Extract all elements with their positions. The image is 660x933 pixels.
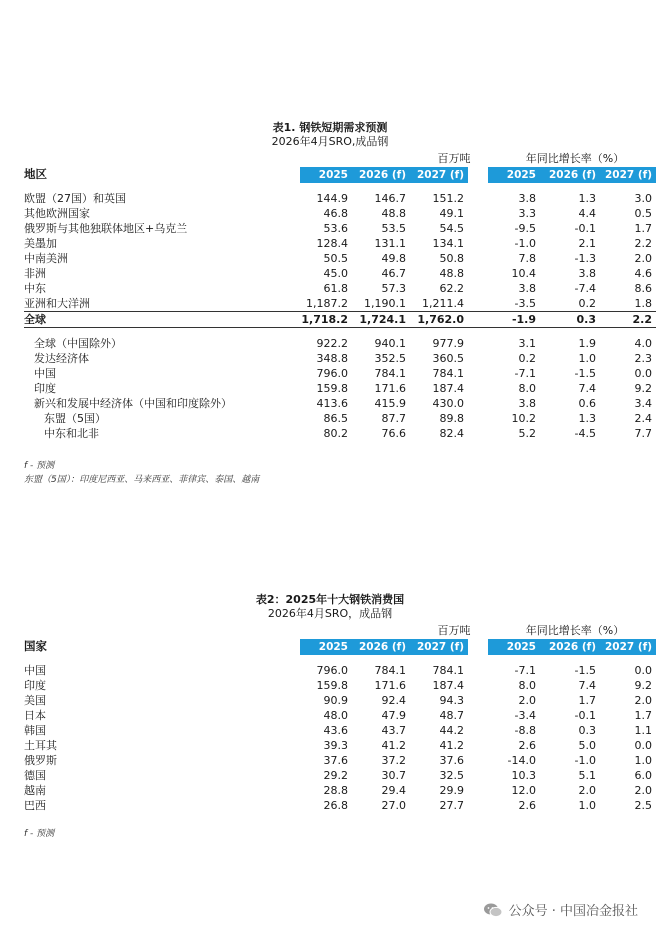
table1-unit-label: 百万吨: [437, 152, 471, 165]
table1-title: 表1. 钢铁短期需求预测: [272, 121, 388, 134]
value-cell: 90.9: [323, 694, 348, 707]
value-cell: 1,187.2: [306, 297, 348, 310]
value-cell: 922.2: [316, 337, 348, 350]
value-cell: 413.6: [316, 397, 348, 410]
spacer-cell: [468, 663, 488, 678]
row-label: 发达经济体: [34, 352, 89, 365]
value-cell: 159.8: [316, 679, 348, 692]
spacer-cell: [24, 655, 656, 663]
value-cell: 2.2: [634, 237, 652, 250]
table1-col-0: 2025: [300, 167, 352, 183]
value-cell: 48.7: [439, 709, 464, 722]
value-cell: -0.1: [574, 709, 596, 722]
value-cell: 8.0: [518, 382, 536, 395]
watermark: [483, 900, 638, 919]
row-label: 俄罗斯与其他独联体地区+乌克兰: [24, 222, 188, 235]
row-label: 亚洲和大洋洲: [24, 297, 90, 310]
value-cell: 1.7: [634, 222, 652, 235]
value-cell: -1.5: [574, 367, 596, 380]
value-cell: 2.2: [600, 312, 656, 328]
value-cell: 10.3: [511, 769, 536, 782]
value-cell: 3.4: [634, 397, 652, 410]
value-cell: 29.9: [439, 784, 464, 797]
value-cell: 784.1: [374, 367, 406, 380]
value-cell: 32.5: [439, 769, 464, 782]
spacer-row: [24, 655, 656, 663]
value-cell: 415.9: [374, 397, 406, 410]
value-cell: 2.4: [634, 412, 652, 425]
value-cell: 39.3: [323, 739, 348, 752]
table2-row-header: 国家: [24, 639, 47, 653]
value-cell: 28.8: [323, 784, 348, 797]
value-cell: -7.1: [514, 664, 536, 677]
value-cell: 171.6: [374, 382, 406, 395]
table1-col-2: 2027 (f): [410, 167, 468, 183]
row-label: 德国: [24, 769, 46, 782]
table-row: [24, 663, 656, 678]
value-cell: 29.4: [381, 784, 406, 797]
table-row: [24, 723, 656, 738]
value-cell: 30.7: [381, 769, 406, 782]
table-row: [24, 281, 656, 296]
value-cell: -1.0: [574, 754, 596, 767]
table-row: [24, 366, 656, 381]
value-cell: 3.8: [518, 397, 536, 410]
spacer-cell: [468, 221, 488, 236]
value-cell: 784.1: [374, 664, 406, 677]
value-cell: 0.0: [634, 664, 652, 677]
value-cell: 50.8: [439, 252, 464, 265]
value-cell: 50.5: [323, 252, 348, 265]
table2-col-4: 2026 (f): [540, 639, 600, 655]
table2-column-header: [24, 639, 652, 655]
table-row: [24, 191, 656, 206]
value-cell: 1.0: [634, 754, 652, 767]
value-cell: 2.1: [578, 237, 596, 250]
value-cell: 2.0: [634, 784, 652, 797]
spacer-cell: [468, 723, 488, 738]
table-row: [24, 426, 656, 441]
value-cell: 1.3: [578, 192, 596, 205]
value-cell: 61.8: [323, 282, 348, 295]
value-cell: 1.7: [634, 709, 652, 722]
spacer-cell: [468, 281, 488, 296]
value-cell: 37.6: [323, 754, 348, 767]
spacer-cell: [468, 266, 488, 281]
value-cell: 5.1: [578, 769, 596, 782]
spacer-row: [24, 328, 656, 337]
value-cell: 48.8: [381, 207, 406, 220]
value-cell: 37.6: [439, 754, 464, 767]
row-label: 欧盟（27国）和英国: [24, 192, 126, 205]
table2: [24, 655, 656, 813]
spacer-cell: [468, 798, 488, 813]
value-cell: 54.5: [439, 222, 464, 235]
value-cell: -3.4: [514, 709, 536, 722]
value-cell: 977.9: [432, 337, 464, 350]
value-cell: 1.7: [578, 694, 596, 707]
table2-unit-label: 百万吨: [437, 624, 471, 637]
table2-col-3: 2025: [488, 639, 540, 655]
table-row: [24, 236, 656, 251]
value-cell: -1.5: [574, 664, 596, 677]
value-cell: 1.8: [634, 297, 652, 310]
value-cell: 187.4: [432, 679, 464, 692]
value-cell: 360.5: [432, 352, 464, 365]
value-cell: 6.0: [634, 769, 652, 782]
value-cell: 10.2: [511, 412, 536, 425]
value-cell: 7.4: [578, 382, 596, 395]
table1-col-5: 2027 (f): [600, 167, 656, 183]
value-cell: -1.0: [514, 237, 536, 250]
value-cell: 26.8: [323, 799, 348, 812]
row-label: 土耳其: [24, 739, 57, 752]
value-cell: -4.5: [574, 427, 596, 440]
value-cell: 2.0: [634, 252, 652, 265]
value-cell: 46.8: [323, 207, 348, 220]
spacer-cell: [468, 678, 488, 693]
spacer-cell: [468, 708, 488, 723]
spacer-cell: [24, 328, 656, 337]
spacer-cell: [468, 206, 488, 221]
row-label: 东盟（5国）: [44, 412, 106, 425]
value-cell: 27.7: [439, 799, 464, 812]
table-row: [24, 693, 656, 708]
value-cell: 10.4: [511, 267, 536, 280]
row-label: 韩国: [24, 724, 46, 737]
value-cell: 2.0: [518, 694, 536, 707]
spacer-cell: [468, 396, 488, 411]
spacer-cell: [468, 236, 488, 251]
row-label: 美墨加: [24, 237, 57, 250]
table2-col-0: 2025: [300, 639, 352, 655]
value-cell: 3.8: [518, 192, 536, 205]
table1-column-header: [24, 167, 652, 183]
table2-title: 表2：2025年十大钢铁消费国: [255, 593, 405, 606]
value-cell: 62.2: [439, 282, 464, 295]
spacer-cell: [468, 381, 488, 396]
table-row: [24, 206, 656, 221]
spacer-cell: [468, 191, 488, 206]
value-cell: 8.0: [518, 679, 536, 692]
table2-notes: [24, 827, 636, 841]
table1-subtitle: 2026年4月SRO,成品钢: [271, 135, 389, 148]
total-row: [24, 312, 656, 328]
row-label: 俄罗斯: [24, 754, 57, 767]
value-cell: -8.8: [514, 724, 536, 737]
value-cell: 9.2: [634, 382, 652, 395]
table2-subtitle: 2026年4月SRO，成品钢: [267, 607, 393, 620]
value-cell: 7.4: [578, 679, 596, 692]
value-cell: -3.5: [514, 297, 536, 310]
table2-block: [24, 592, 652, 841]
value-cell: 146.7: [374, 192, 406, 205]
value-cell: 4.0: [634, 337, 652, 350]
row-label: 美国: [24, 694, 46, 707]
value-cell: 4.4: [578, 207, 596, 220]
spacer-cell: [468, 336, 488, 351]
value-cell: 1.0: [578, 352, 596, 365]
spacer-cell: [468, 411, 488, 426]
spacer-row: [24, 183, 656, 191]
table-row: [24, 783, 656, 798]
value-cell: 3.1: [518, 337, 536, 350]
table-row: [24, 768, 656, 783]
table-row: [24, 296, 656, 312]
table-row: [24, 753, 656, 768]
value-cell: -14.0: [507, 754, 536, 767]
value-cell: 1,211.4: [422, 297, 464, 310]
value-cell: 187.4: [432, 382, 464, 395]
wechat-icon: [483, 902, 503, 918]
value-cell: 49.1: [439, 207, 464, 220]
value-cell: -1.9: [488, 312, 540, 328]
table1-notes: [24, 459, 636, 487]
table-row: [24, 251, 656, 266]
value-cell: -7.1: [514, 367, 536, 380]
value-cell: 134.1: [432, 237, 464, 250]
row-label: 越南: [24, 784, 46, 797]
value-cell: 796.0: [316, 367, 348, 380]
value-cell: -7.4: [574, 282, 596, 295]
footnote: f - 预测: [24, 829, 55, 839]
value-cell: 89.8: [439, 412, 464, 425]
value-cell: -0.1: [574, 222, 596, 235]
value-cell: 8.6: [634, 282, 652, 295]
table-row: [24, 708, 656, 723]
value-cell: 1,718.2: [300, 312, 352, 328]
value-cell: 3.0: [634, 192, 652, 205]
value-cell: 76.6: [381, 427, 406, 440]
table2-growth-label: 年同比增长率（%）: [525, 624, 625, 637]
spacer-cell: [468, 366, 488, 381]
row-label: 日本: [24, 709, 46, 722]
footnote: 东盟（5国）：印度尼西亚、马来西亚、菲律宾、泰国、越南: [24, 475, 260, 485]
row-label: 巴西: [24, 799, 46, 812]
value-cell: 0.0: [634, 739, 652, 752]
value-cell: 53.5: [381, 222, 406, 235]
value-cell: 43.7: [381, 724, 406, 737]
value-cell: 1.0: [578, 799, 596, 812]
table-row: [24, 266, 656, 281]
value-cell: 4.6: [634, 267, 652, 280]
table-row: [24, 381, 656, 396]
value-cell: 131.1: [374, 237, 406, 250]
value-cell: 2.3: [634, 352, 652, 365]
value-cell: 45.0: [323, 267, 348, 280]
table1-col-4: 2026 (f): [540, 167, 600, 183]
value-cell: 1,190.1: [364, 297, 406, 310]
table2-col-2: 2027 (f): [410, 639, 468, 655]
value-cell: 53.6: [323, 222, 348, 235]
footnote: f - 预测: [24, 461, 55, 471]
value-cell: 44.2: [439, 724, 464, 737]
row-label: 全球: [24, 312, 300, 328]
table-row: [24, 221, 656, 236]
value-cell: 796.0: [316, 664, 348, 677]
value-cell: 5.2: [518, 427, 536, 440]
table2-col-1: 2026 (f): [352, 639, 410, 655]
value-cell: 12.0: [511, 784, 536, 797]
value-cell: 2.0: [634, 694, 652, 707]
row-label: 中国: [34, 367, 56, 380]
spacer-cell: [468, 783, 488, 798]
value-cell: 87.7: [381, 412, 406, 425]
spacer-cell: [468, 351, 488, 366]
table-row: [24, 678, 656, 693]
value-cell: 159.8: [316, 382, 348, 395]
table2-group-header: [24, 621, 636, 639]
spacer-cell: [468, 753, 488, 768]
value-cell: 43.6: [323, 724, 348, 737]
value-cell: 2.0: [578, 784, 596, 797]
table2-col-5: 2027 (f): [600, 639, 656, 655]
value-cell: 29.2: [323, 769, 348, 782]
spacer-cell: [468, 738, 488, 753]
value-cell: 41.2: [381, 739, 406, 752]
value-cell: 1.3: [578, 412, 596, 425]
value-cell: -9.5: [514, 222, 536, 235]
spacer-cell: [468, 693, 488, 708]
table1: [24, 183, 656, 441]
row-label: 印度: [34, 382, 56, 395]
value-cell: 128.4: [316, 237, 348, 250]
watermark-text: 公众号 · 中国冶金报社: [508, 904, 638, 919]
value-cell: 1,762.0: [410, 312, 468, 328]
value-cell: 46.7: [381, 267, 406, 280]
value-cell: 171.6: [374, 679, 406, 692]
value-cell: 784.1: [432, 664, 464, 677]
value-cell: 47.9: [381, 709, 406, 722]
value-cell: 784.1: [432, 367, 464, 380]
row-label: 新兴和发展中经济体（中国和印度除外）: [34, 397, 232, 410]
spacer-cell: [468, 768, 488, 783]
value-cell: 0.3: [578, 724, 596, 737]
row-label: 其他欧洲国家: [24, 207, 90, 220]
spacer-cell: [468, 251, 488, 266]
spacer-cell: [24, 183, 656, 191]
table1-block: [24, 120, 652, 487]
value-cell: 1.1: [634, 724, 652, 737]
row-label: 印度: [24, 679, 46, 692]
value-cell: 94.3: [439, 694, 464, 707]
table-row: [24, 738, 656, 753]
value-cell: 86.5: [323, 412, 348, 425]
row-label: 中南美洲: [24, 252, 68, 265]
value-cell: 7.7: [634, 427, 652, 440]
value-cell: 0.3: [540, 312, 600, 328]
value-cell: 37.2: [381, 754, 406, 767]
value-cell: 144.9: [316, 192, 348, 205]
value-cell: 80.2: [323, 427, 348, 440]
value-cell: 940.1: [374, 337, 406, 350]
value-cell: 57.3: [381, 282, 406, 295]
value-cell: 1,724.1: [352, 312, 410, 328]
value-cell: 2.6: [518, 799, 536, 812]
row-label: 中东和北非: [44, 427, 99, 440]
value-cell: 9.2: [634, 679, 652, 692]
value-cell: 3.8: [578, 267, 596, 280]
value-cell: 92.4: [381, 694, 406, 707]
value-cell: 41.2: [439, 739, 464, 752]
value-cell: 7.8: [518, 252, 536, 265]
table1-col-3: 2025: [488, 167, 540, 183]
value-cell: 0.2: [578, 297, 596, 310]
value-cell: 430.0: [432, 397, 464, 410]
value-cell: 48.0: [323, 709, 348, 722]
row-label: 非洲: [24, 267, 46, 280]
row-label: 全球（中国除外）: [34, 337, 122, 350]
value-cell: 0.0: [634, 367, 652, 380]
value-cell: 1.9: [578, 337, 596, 350]
table1-growth-label: 年同比增长率（%）: [525, 152, 625, 165]
value-cell: 27.0: [381, 799, 406, 812]
table1-col-1: 2026 (f): [352, 167, 410, 183]
spacer-cell: [468, 312, 488, 328]
value-cell: 0.2: [518, 352, 536, 365]
value-cell: 82.4: [439, 427, 464, 440]
value-cell: 352.5: [374, 352, 406, 365]
value-cell: 5.0: [578, 739, 596, 752]
value-cell: 0.6: [578, 397, 596, 410]
table-row: [24, 351, 656, 366]
value-cell: 151.2: [432, 192, 464, 205]
spacer-cell: [468, 426, 488, 441]
value-cell: 2.6: [518, 739, 536, 752]
table-row: [24, 798, 656, 813]
spacer-cell: [468, 296, 488, 312]
table-row: [24, 411, 656, 426]
value-cell: 2.5: [634, 799, 652, 812]
value-cell: 0.5: [634, 207, 652, 220]
row-label: 中东: [24, 282, 46, 295]
table1-group-header: [24, 149, 636, 167]
table-row: [24, 336, 656, 351]
value-cell: 49.8: [381, 252, 406, 265]
value-cell: 3.3: [518, 207, 536, 220]
value-cell: 48.8: [439, 267, 464, 280]
value-cell: -1.3: [574, 252, 596, 265]
value-cell: 3.8: [518, 282, 536, 295]
value-cell: 348.8: [316, 352, 348, 365]
table-row: [24, 396, 656, 411]
table1-row-header: 地区: [24, 167, 47, 181]
row-label: 中国: [24, 664, 46, 677]
